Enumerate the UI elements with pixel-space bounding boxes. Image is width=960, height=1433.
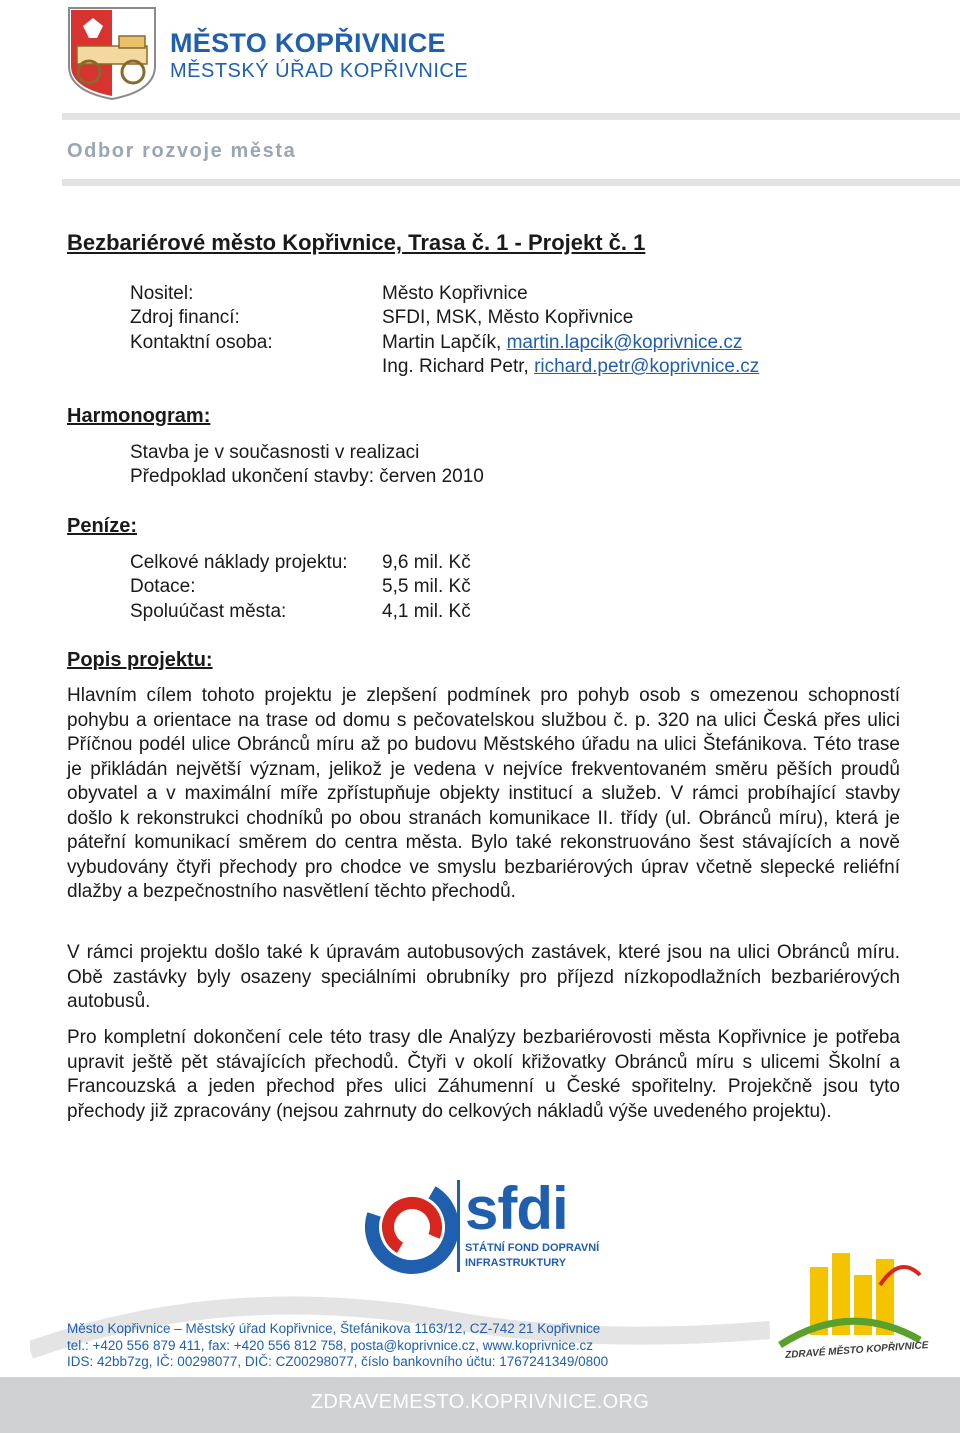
- subsidy-label: Dotace:: [130, 576, 196, 597]
- footer-address: [67, 1321, 608, 1371]
- kontakt-1: [382, 331, 742, 356]
- penize-heading: Peníze:: [67, 515, 138, 537]
- costs-total-label: Celkové náklady projektu:: [130, 552, 348, 573]
- brand-subtitle: MĚSTSKÝ ÚŘAD KOPŘIVNICE: [170, 60, 469, 82]
- zdroj-value: SFDI, MSK, Město Kopřivnice: [382, 307, 634, 328]
- footer-line-1: Město Kopřivnice – Městský úřad Kopřivnice, Štefánikova 1163/12, CZ-742 21 Kopřivnice: [67, 1321, 601, 1336]
- kontakt-2-name: Ing. Richard Petr,: [382, 356, 535, 377]
- sfdi-wordmark: sfdi: [465, 1175, 568, 1242]
- kontakt-2: [382, 355, 759, 380]
- header-divider-top: [62, 113, 960, 120]
- sfdi-emblem-icon: [365, 1180, 460, 1275]
- sfdi-line-1: STÁTNÍ FOND DOPRAVNÍ: [465, 1242, 600, 1254]
- harmonogram-line-1: Stavba je v současnosti v realizaci: [130, 442, 420, 463]
- kontakt-1-name: Martin Lapčík,: [382, 332, 507, 353]
- footer-url-link[interactable]: ZDRAVEMESTO.KOPRIVNICE.ORG: [310, 1391, 650, 1413]
- sfdi-logo: [365, 1175, 625, 1275]
- costs-total-value: 9,6 mil. Kč: [382, 552, 471, 573]
- footer-line-2: tel.: +420 556 879 411, fax: +420 556 812 758, posta@koprivnice.cz, www.koprivnice.cz: [67, 1337, 594, 1353]
- nositel-label: Nositel:: [130, 283, 194, 304]
- city-share-label: Spoluúčast města:: [130, 601, 287, 622]
- popis-paragraph-3: Pro kompletní dokončení cele této trasy dle Analýzy bezbariérovosti města Kopřivnice je potřeba upravit ještě pět stávajících přechodů. Čtyři v okolí křižovatky Obránců míru s ulicemi Školní a Francouzská a jeden přechod přes ulici Záhumenní u České spořitelny. Projekčně jsou tyto přechody již zpracovány (nejsou zahrnuty do celkových nákladů výše uvedeného projektu).: [67, 1027, 900, 1122]
- brand-title: MĚSTO KOPŘIVNICE: [170, 28, 446, 58]
- city-share-value: 4,1 mil. Kč: [382, 601, 471, 622]
- kontakt-1-email-link[interactable]: martin.lapcik@koprivnice.cz: [506, 332, 743, 353]
- popis-paragraph-2: V rámci projektu došlo také k úpravám autobusových zastávek, které jsou na ulici Obránců míru. Obě zastávky byly osazeny speciálními obrubníky pro příjezd nízkopodlažních bezbariérových autobusů.: [67, 942, 900, 1012]
- document-title: Bezbariérové město Kopřivnice, Trasa č. 1 - Projekt č. 1: [67, 230, 646, 255]
- harmonogram-heading: Harmonogram:: [67, 405, 211, 427]
- sfdi-line-2: INFRASTRUKTURY: [465, 1257, 567, 1269]
- zdroj-label: Zdroj financí:: [130, 307, 240, 328]
- popis-heading: Popis projektu:: [67, 649, 213, 671]
- city-crest-logo: [67, 6, 157, 101]
- healthy-city-label: ZDRAVÉ MĚSTO KOPŘIVNICE: [784, 1340, 929, 1361]
- sfdi-divider: [457, 1180, 460, 1272]
- kontakt-2-email-link[interactable]: richard.petr@koprivnice.cz: [534, 356, 760, 377]
- header-divider-bottom: [62, 179, 960, 186]
- nositel-value: Město Kopřivnice: [382, 283, 528, 304]
- popis-paragraph-1: Hlavním cílem tohoto projektu je zlepšení podmínek pro pohyb osob s omezenou schopností pohybu a orientace na trase od domu s pečovatelskou službou č. p. 320 na ulici Česká přes ulici Příčnou podél ulice Obránců míru až po budovu Městského úřadu na ulici Štefánikova. Této trase je přikládán největší význam, jelikož je vedena v nejvíce frekventovaném směru pěších proudů obyvatel a v maximální míře zpřístupňuje objekty institucí a služeb. V rámci probíhající stavby došlo k rekonstrukci chodníků po obou stranách komunikace II. třídy (ul. Obránců míru), která je páteřní komunikací směrem do centra města. Bylo také rekonstruováno šest stávajících a nově vybudovány čtyři přechody pro chodce ve smyslu bezbariérových úprav včetně slepecké reliéfní dlažby a bezpečnostního nasvětlení těchto přechodů.: [67, 685, 900, 902]
- harmonogram-line-2: Předpoklad ukončení stavby: červen 2010: [130, 466, 484, 487]
- footer-line-3: IDS: 42bb7zg, IČ: 00298077, DIČ: CZ00298077, číslo bankovního účtu: 1767241349/0800: [67, 1354, 609, 1369]
- kontakt-label: Kontaktní osoba:: [130, 332, 273, 353]
- department-name: Odbor rozvoje města: [67, 140, 297, 162]
- subsidy-value: 5,5 mil. Kč: [382, 576, 471, 597]
